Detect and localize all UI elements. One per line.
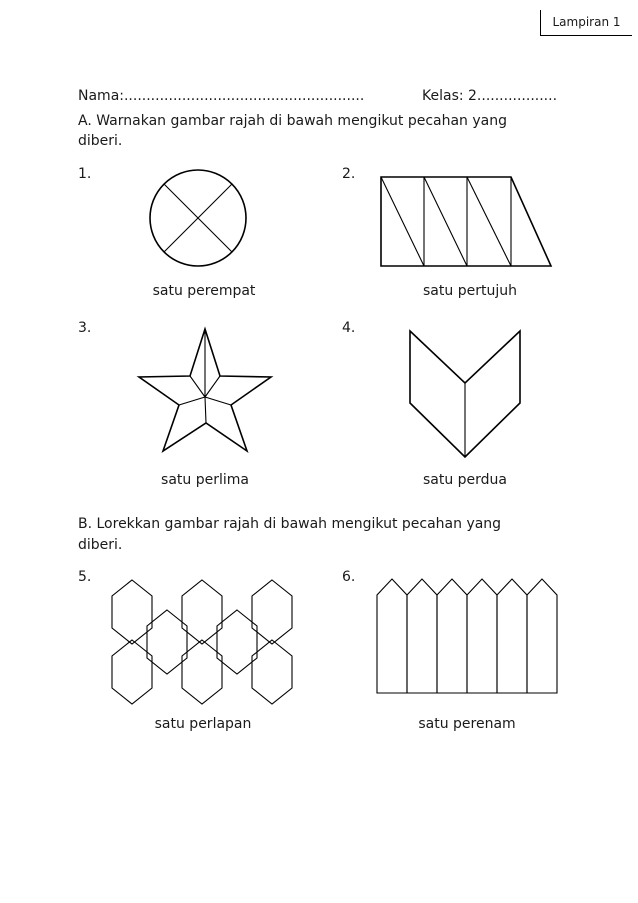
name-field-label: Nama:...................................................... (78, 88, 365, 104)
parallelogram-triangles-icon (375, 172, 557, 272)
fence-picket (467, 579, 497, 693)
section-a-instruction-cont: diberi. (78, 133, 123, 149)
question-caption-3: satu perlima (161, 472, 249, 488)
fence-picket (437, 579, 467, 693)
page-label: Lampiran 1 (540, 10, 632, 36)
fence-picket (377, 579, 407, 693)
class-field-label: Kelas: 2.................. (422, 88, 558, 104)
hexagon-cell (112, 640, 152, 704)
chevron-halves-icon (402, 327, 530, 463)
fence-picket (527, 579, 557, 693)
hexagon-cell (252, 580, 292, 644)
hexagon-cell (217, 610, 257, 674)
question-number-5: 5. (78, 569, 92, 585)
fence-picket (407, 579, 437, 693)
section-b-instruction: B. Lorekkan gambar rajah di bawah mengikut pecahan yang (78, 516, 502, 532)
question-caption-1: satu perempat (152, 283, 256, 299)
question-number-3: 3. (78, 320, 92, 336)
question-caption-2: satu pertujuh (423, 283, 517, 299)
picket-fence-icon (372, 575, 564, 700)
section-a-instruction: A. Warnakan gambar rajah di bawah mengikut pecahan yang (78, 113, 507, 129)
hexagon-cell (182, 640, 222, 704)
question-caption-4: satu perdua (422, 472, 508, 488)
hexagon-cell (147, 610, 187, 674)
star-pieces-icon (135, 325, 275, 455)
fence-picket (497, 579, 527, 693)
question-number-1: 1. (78, 166, 92, 182)
circle-quarters-icon (145, 165, 251, 271)
hexagon-cell (112, 580, 152, 644)
question-number-4: 4. (342, 320, 356, 336)
question-caption-6: satu perenam (418, 716, 516, 732)
question-caption-5: satu perlapan (154, 716, 252, 732)
question-number-2: 2. (342, 166, 356, 182)
hexagon-grid-icon (105, 572, 305, 707)
hexagon-cell (182, 580, 222, 644)
question-number-6: 6. (342, 569, 356, 585)
section-b-instruction-cont: diberi. (78, 537, 123, 553)
hexagon-cell (252, 640, 292, 704)
